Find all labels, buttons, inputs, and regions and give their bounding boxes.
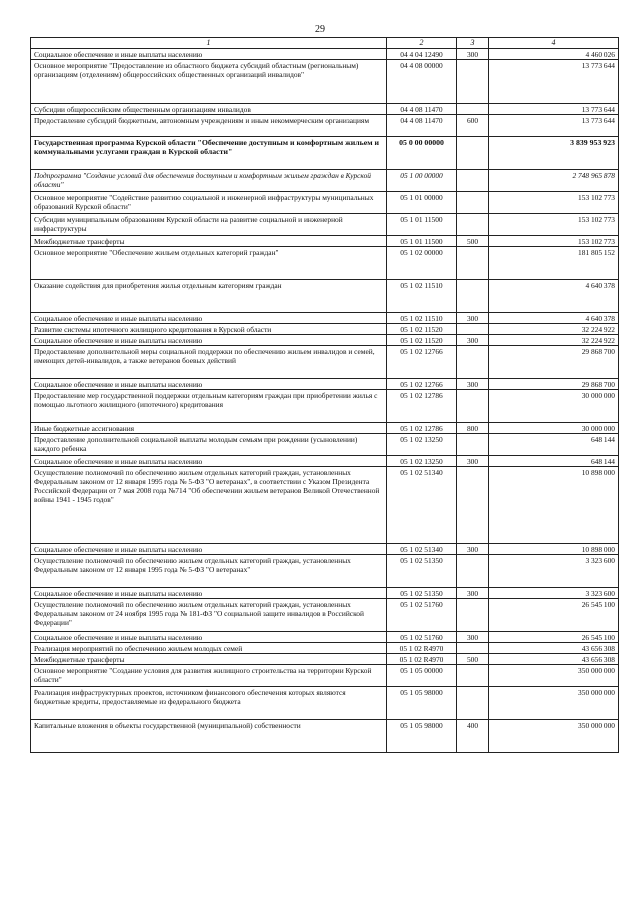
- table-row: [31, 434, 619, 456]
- vr-cell: [457, 323, 489, 334]
- name-cell: Осуществление полномочий по обеспечению жильем отдельных категорий граждан, установленных Федеральным законом от 24 ноября 1995 года № 181-ФЗ "О социальной защите инвалидов в Российской Федерации": [31, 599, 387, 632]
- amount-cell: 30 000 000: [489, 422, 619, 433]
- amount-cell: 30 000 000: [489, 389, 619, 422]
- vr-cell: [457, 59, 489, 103]
- table-row: [31, 345, 619, 378]
- vr-cell: [457, 687, 489, 720]
- code-cell: 05 1 02 11510: [387, 312, 457, 323]
- code-cell: 05 1 02 12786: [387, 389, 457, 422]
- amount-cell: 648 144: [489, 456, 619, 467]
- vr-cell: [457, 246, 489, 279]
- name-cell: Социальное обеспечение и иные выплаты населению: [31, 588, 387, 599]
- code-cell: 05 1 02 11510: [387, 279, 457, 312]
- table-row: [31, 720, 619, 753]
- name-cell: Оказание содействия для приобретения жилья отдельным категориям граждан: [31, 279, 387, 312]
- table-row: [31, 599, 619, 632]
- vr-cell: [457, 213, 489, 235]
- amount-cell: 10 898 000: [489, 544, 619, 555]
- code-cell: 04 4 08 11470: [387, 114, 457, 136]
- code-cell: 05 1 02 11520: [387, 334, 457, 345]
- table-row: [31, 136, 619, 169]
- table-row: [31, 654, 619, 665]
- vr-cell: [457, 103, 489, 114]
- amount-cell: 13 773 644: [489, 103, 619, 114]
- code-cell: 05 1 02 12766: [387, 345, 457, 378]
- code-cell: 05 1 02 R4970: [387, 643, 457, 654]
- vr-cell: 500: [457, 235, 489, 246]
- code-cell: 05 1 02 51760: [387, 632, 457, 643]
- code-cell: 05 1 02 13250: [387, 456, 457, 467]
- name-cell: Социальное обеспечение и иные выплаты населению: [31, 48, 387, 59]
- code-cell: 05 1 02 12786: [387, 422, 457, 433]
- amount-cell: 26 545 100: [489, 599, 619, 632]
- code-cell: 05 1 02 00000: [387, 246, 457, 279]
- amount-cell: 13 773 644: [489, 114, 619, 136]
- table-row: [31, 213, 619, 235]
- amount-cell: 3 323 600: [489, 555, 619, 588]
- amount-cell: 32 224 922: [489, 334, 619, 345]
- table-row: [31, 544, 619, 555]
- amount-cell: 29 868 700: [489, 345, 619, 378]
- name-cell: Государственная программа Курской области "Обеспечение доступным и комфортным жильем и коммунальными услугами граждан в Курской области": [31, 136, 387, 169]
- table-row: [31, 588, 619, 599]
- vr-cell: 600: [457, 114, 489, 136]
- amount-cell: 29 868 700: [489, 378, 619, 389]
- amount-cell: 648 144: [489, 434, 619, 456]
- name-cell: Основное мероприятие "Создание условия для развития жилищного строительства на территории Курской области": [31, 665, 387, 687]
- name-cell: Реализация инфраструктурных проектов, источником финансового обеспечения которых являются бюджетные кредиты, предоставляемые из федерального бюджета: [31, 687, 387, 720]
- vr-cell: 300: [457, 588, 489, 599]
- budget-table: [30, 37, 619, 753]
- vr-cell: 300: [457, 632, 489, 643]
- table-row: [31, 643, 619, 654]
- vr-cell: 300: [457, 334, 489, 345]
- code-cell: 05 1 05 00000: [387, 665, 457, 687]
- table-row: [31, 389, 619, 422]
- name-cell: Субсидии муниципальным образованиям Курской области на развитие социальной и инженерной инфраструктуры: [31, 213, 387, 235]
- vr-cell: [457, 434, 489, 456]
- name-cell: Социальное обеспечение и иные выплаты населению: [31, 632, 387, 643]
- table-row: [31, 632, 619, 643]
- name-cell: Социальное обеспечение и иные выплаты населению: [31, 544, 387, 555]
- amount-cell: 3 323 600: [489, 588, 619, 599]
- code-cell: 05 1 01 11500: [387, 213, 457, 235]
- header-cell: 4: [489, 38, 619, 49]
- code-cell: 05 1 02 12766: [387, 378, 457, 389]
- code-cell: 05 1 01 00000: [387, 191, 457, 213]
- code-cell: 04 4 08 11470: [387, 103, 457, 114]
- table-row: [31, 378, 619, 389]
- vr-cell: [457, 169, 489, 191]
- table-row: [31, 334, 619, 345]
- name-cell: Предоставление мер государственной поддержки отдельным категориям граждан при приобретении жилья с помощью льготного жилищного (ипотечного) кредитования: [31, 389, 387, 422]
- vr-cell: 300: [457, 544, 489, 555]
- amount-cell: 26 545 100: [489, 632, 619, 643]
- vr-cell: [457, 345, 489, 378]
- amount-cell: 10 898 000: [489, 467, 619, 544]
- table-row: [31, 422, 619, 433]
- amount-cell: 43 656 308: [489, 643, 619, 654]
- amount-cell: 13 773 644: [489, 59, 619, 103]
- table-row: [31, 191, 619, 213]
- amount-cell: 2 748 965 878: [489, 169, 619, 191]
- table-row: [31, 114, 619, 136]
- amount-cell: 350 000 000: [489, 687, 619, 720]
- amount-cell: 153 102 773: [489, 235, 619, 246]
- table-row: [31, 169, 619, 191]
- amount-cell: 350 000 000: [489, 665, 619, 687]
- vr-cell: [457, 191, 489, 213]
- vr-cell: 800: [457, 422, 489, 433]
- vr-cell: [457, 643, 489, 654]
- table-row: [31, 555, 619, 588]
- vr-cell: 300: [457, 378, 489, 389]
- code-cell: 05 1 02 R4970: [387, 654, 457, 665]
- code-cell: 05 1 02 51340: [387, 467, 457, 544]
- name-cell: Межбюджетные трансферты: [31, 654, 387, 665]
- code-cell: 05 1 00 00000: [387, 169, 457, 191]
- code-cell: 04 4 04 12490: [387, 48, 457, 59]
- name-cell: Субсидии общероссийским общественным организациям инвалидов: [31, 103, 387, 114]
- table-row: [31, 235, 619, 246]
- amount-cell: 153 102 773: [489, 191, 619, 213]
- vr-cell: [457, 389, 489, 422]
- vr-cell: [457, 599, 489, 632]
- code-cell: 04 4 08 00000: [387, 59, 457, 103]
- amount-cell: 4 640 378: [489, 279, 619, 312]
- header-row: [31, 38, 619, 49]
- vr-cell: [457, 279, 489, 312]
- table-row: [31, 48, 619, 59]
- table-row: [31, 665, 619, 687]
- amount-cell: 4 640 378: [489, 312, 619, 323]
- table-row: [31, 246, 619, 279]
- header-cell: 2: [387, 38, 457, 49]
- name-cell: Основное мероприятие "Предоставление из областного бюджета субсидий областным (региональным) организациям (отделениям) общероссийских общественных организаций инвалидов": [31, 59, 387, 103]
- name-cell: Иные бюджетные ассигнования: [31, 422, 387, 433]
- amount-cell: 350 000 000: [489, 720, 619, 753]
- page-number: 29: [315, 24, 325, 35]
- amount-cell: 181 805 152: [489, 246, 619, 279]
- header-cell: 1: [31, 38, 387, 49]
- code-cell: 05 1 02 51350: [387, 588, 457, 599]
- name-cell: Осуществление полномочий по обеспечению жильем отдельных категорий граждан, установленных Федеральным законом от 12 января 1995 года № 5-ФЗ "О ветеранах", в соответствии с Указом Президента Российской Федерации от 7 мая 2008 года №714 "Об обеспечении жильем ветеранов Великой Отечественной войны 1941 - 1945 годов": [31, 467, 387, 544]
- vr-cell: 300: [457, 456, 489, 467]
- name-cell: Основное мероприятие "Содействие развитию социальной и инженерной инфраструктуры муниципальных образований Курской области": [31, 191, 387, 213]
- code-cell: 05 1 02 51760: [387, 599, 457, 632]
- name-cell: Предоставление дополнительной меры социальной поддержки по обеспечению жильем инвалидов и семей, имеющих детей-инвалидов, а также ветеранов боевых действий: [31, 345, 387, 378]
- name-cell: Осуществление полномочий по обеспечению жильем отдельных категорий граждан, установленных Федеральным законом от 12 января 1995 года № 5-ФЗ "О ветеранах": [31, 555, 387, 588]
- name-cell: Межбюджетные трансферты: [31, 235, 387, 246]
- name-cell: Социальное обеспечение и иные выплаты населению: [31, 312, 387, 323]
- name-cell: Подпрограмма "Создание условий для обеспечения доступным и комфортным жильем граждан в Курской области": [31, 169, 387, 191]
- table-row: [31, 467, 619, 544]
- vr-cell: 300: [457, 312, 489, 323]
- vr-cell: [457, 467, 489, 544]
- name-cell: Социальное обеспечение и иные выплаты населению: [31, 334, 387, 345]
- vr-cell: [457, 136, 489, 169]
- name-cell: Предоставление дополнительной социальной выплаты молодым семьям при рождении (усыновлении) каждого ребенка: [31, 434, 387, 456]
- amount-cell: 43 656 308: [489, 654, 619, 665]
- vr-cell: [457, 665, 489, 687]
- table-row: [31, 687, 619, 720]
- name-cell: Реализация мероприятий по обеспечению жильем молодых семей: [31, 643, 387, 654]
- code-cell: 05 1 02 13250: [387, 434, 457, 456]
- code-cell: 05 1 05 98000: [387, 687, 457, 720]
- vr-cell: 500: [457, 654, 489, 665]
- table-row: [31, 279, 619, 312]
- vr-cell: [457, 555, 489, 588]
- amount-cell: 32 224 922: [489, 323, 619, 334]
- name-cell: Капитальные вложения в объекты государственной (муниципальной) собственности: [31, 720, 387, 753]
- table-row: [31, 103, 619, 114]
- code-cell: 05 1 02 51350: [387, 555, 457, 588]
- table-row: [31, 59, 619, 103]
- code-cell: 05 1 01 11500: [387, 235, 457, 246]
- name-cell: Основное мероприятие "Обеспечение жильем отдельных категорий граждан": [31, 246, 387, 279]
- name-cell: Предоставление субсидий бюджетным, автономным учреждениям и иным некоммерческим организациям: [31, 114, 387, 136]
- name-cell: Социальное обеспечение и иные выплаты населению: [31, 378, 387, 389]
- amount-cell: 4 460 026: [489, 48, 619, 59]
- code-cell: 05 1 02 51340: [387, 544, 457, 555]
- table-row: [31, 456, 619, 467]
- code-cell: 05 1 05 98000: [387, 720, 457, 753]
- name-cell: Развитие системы ипотечного жилищного кредитования в Курской области: [31, 323, 387, 334]
- code-cell: 05 0 00 00000: [387, 136, 457, 169]
- amount-cell: 153 102 773: [489, 213, 619, 235]
- table-row: [31, 312, 619, 323]
- vr-cell: 400: [457, 720, 489, 753]
- code-cell: 05 1 02 11520: [387, 323, 457, 334]
- header-cell: 3: [457, 38, 489, 49]
- table-row: [31, 323, 619, 334]
- vr-cell: 300: [457, 48, 489, 59]
- name-cell: Социальное обеспечение и иные выплаты населению: [31, 456, 387, 467]
- amount-cell: 3 839 953 923: [489, 136, 619, 169]
